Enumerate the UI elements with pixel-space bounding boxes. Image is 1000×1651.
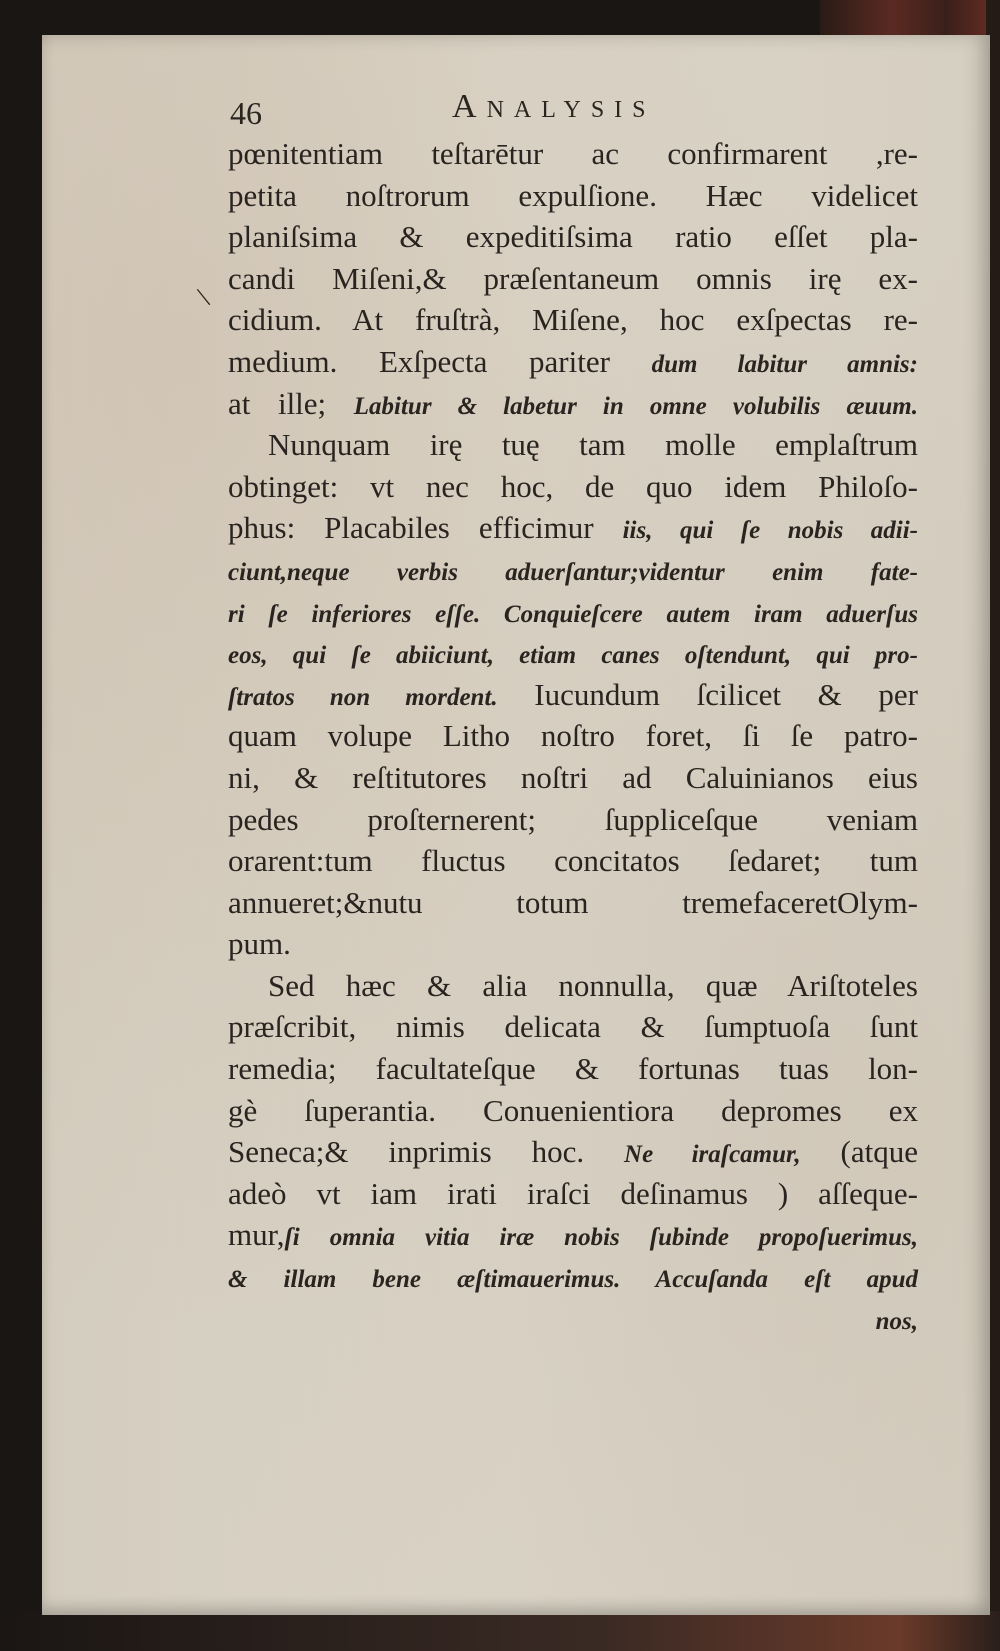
text-line [228,549,918,591]
roman-segment: obtinget: vt nec hoc, de quo idem Philoſo- [228,468,918,504]
text-line [228,965,918,1007]
text-line [228,591,918,633]
running-head [452,88,656,126]
italic-segment: ciunt,neque verbis aduerſantur;videntur enim fate- [228,558,918,586]
text-line [228,258,918,300]
roman-segment: præſcribit, nimis delicata & ſumptuoſa ſunt [228,1009,918,1045]
roman-segment: Nunquam irę tuę tam molle emplaſtrum [268,427,918,463]
roman-segment: candi Miſeni,& præſentaneum omnis irę ex- [228,260,918,296]
roman-segment: pedes proſternerent; ſuppliceſque veniam [228,801,918,837]
italic-segment: ri ſe inferiores eſſe. Conquieſcere autem iram aduerſus [228,600,918,628]
body-text [228,133,918,1339]
roman-segment: gè ſuperantia. Conuenientiora depromes ex [228,1092,918,1128]
roman-segment: annueret;&nutu totum tremefaceretOlym- [228,884,918,920]
italic-segment: ſtratos non mordent. [228,683,498,711]
text-line [228,466,918,508]
roman-segment: medium. Exſpecta pariter [228,343,652,379]
text-line [228,1006,918,1048]
roman-segment: quam volupe Litho noſtro foret, ſi ſe patro- [228,718,918,754]
italic-segment: eos, qui ſe abiiciunt, etiam canes oſtendunt, qui pro- [228,642,918,670]
text-line [228,133,918,175]
roman-segment: Seneca;& inprimis hoc. [228,1134,625,1170]
text-line [228,1256,918,1298]
text-line [228,299,918,341]
page-number: 46 [230,95,262,131]
text-line [228,1090,918,1132]
text-line [228,923,918,965]
running-head-initial: A [452,88,487,125]
text-line [228,840,918,882]
book-spine-top [820,0,1000,40]
italic-segment: & illam bene æſtimauerimus. Accuſanda eſt apud [228,1266,918,1294]
roman-segment: pum. [228,926,291,962]
roman-segment: ni, & reſtitutores noſtri ad Caluinianos eius [228,759,918,795]
roman-segment: planiſsima & expeditiſsima ratio eſſet pla- [228,219,918,255]
text-line [228,715,918,757]
text-line [228,175,918,217]
roman-segment: pœnitentiam teſtarētur ac confirmarent ,re- [228,136,918,171]
roman-segment: Sed hæc & alia nonnulla, quæ Ariſtoteles [268,967,918,1003]
text-line [228,799,918,841]
roman-segment: remedia; facultateſque & fortunas tuas lon- [228,1051,918,1087]
text-line [228,757,918,799]
text-line [228,1048,918,1090]
italic-segment: ſi omnia vitia iræ nobis ſubinde propoſuerimus, [284,1224,918,1252]
text-line [228,632,918,674]
roman-segment: mur, [228,1217,285,1253]
italic-segment: Ne iraſcamur, [624,1141,801,1169]
roman-segment: petita noſtrorum expulſione. Hæc videlicet [228,177,918,213]
text-line [228,424,918,466]
text-line [228,507,918,549]
text-line [228,1214,918,1256]
roman-segment: at ille; [228,385,354,421]
text-line [228,383,918,425]
roman-segment: Iucundum ſcilicet & per [497,676,918,712]
roman-segment: adeò vt iam irati iraſci deſinamus ) aſſeque- [228,1175,918,1211]
roman-segment: (atque [800,1134,918,1170]
text-line [228,216,918,258]
text-line [228,1173,918,1215]
book-edge-bottom [0,1611,1000,1651]
italic-segment: Labitur & labetur in omne volubilis æuum. [353,392,918,420]
text-line [228,341,918,383]
roman-segment: phus: Placabiles efficimur [228,510,623,546]
roman-segment: cidium. At fruſtrà, Miſene, hoc exſpectas re- [228,302,918,338]
text-line [228,882,918,924]
running-head-rest: NALYSIS [486,97,656,123]
margin-mark: \ [194,281,213,314]
italic-segment: dum labitur amnis: [651,350,918,378]
text-line [228,1298,918,1340]
text-line [228,1131,918,1173]
roman-segment: orarent:tum fluctus concitatos ſedaret; tum [228,843,918,879]
text-line [228,674,918,716]
italic-segment: iis, qui ſe nobis adii- [622,517,919,545]
italic-segment: nos, [875,1307,918,1335]
